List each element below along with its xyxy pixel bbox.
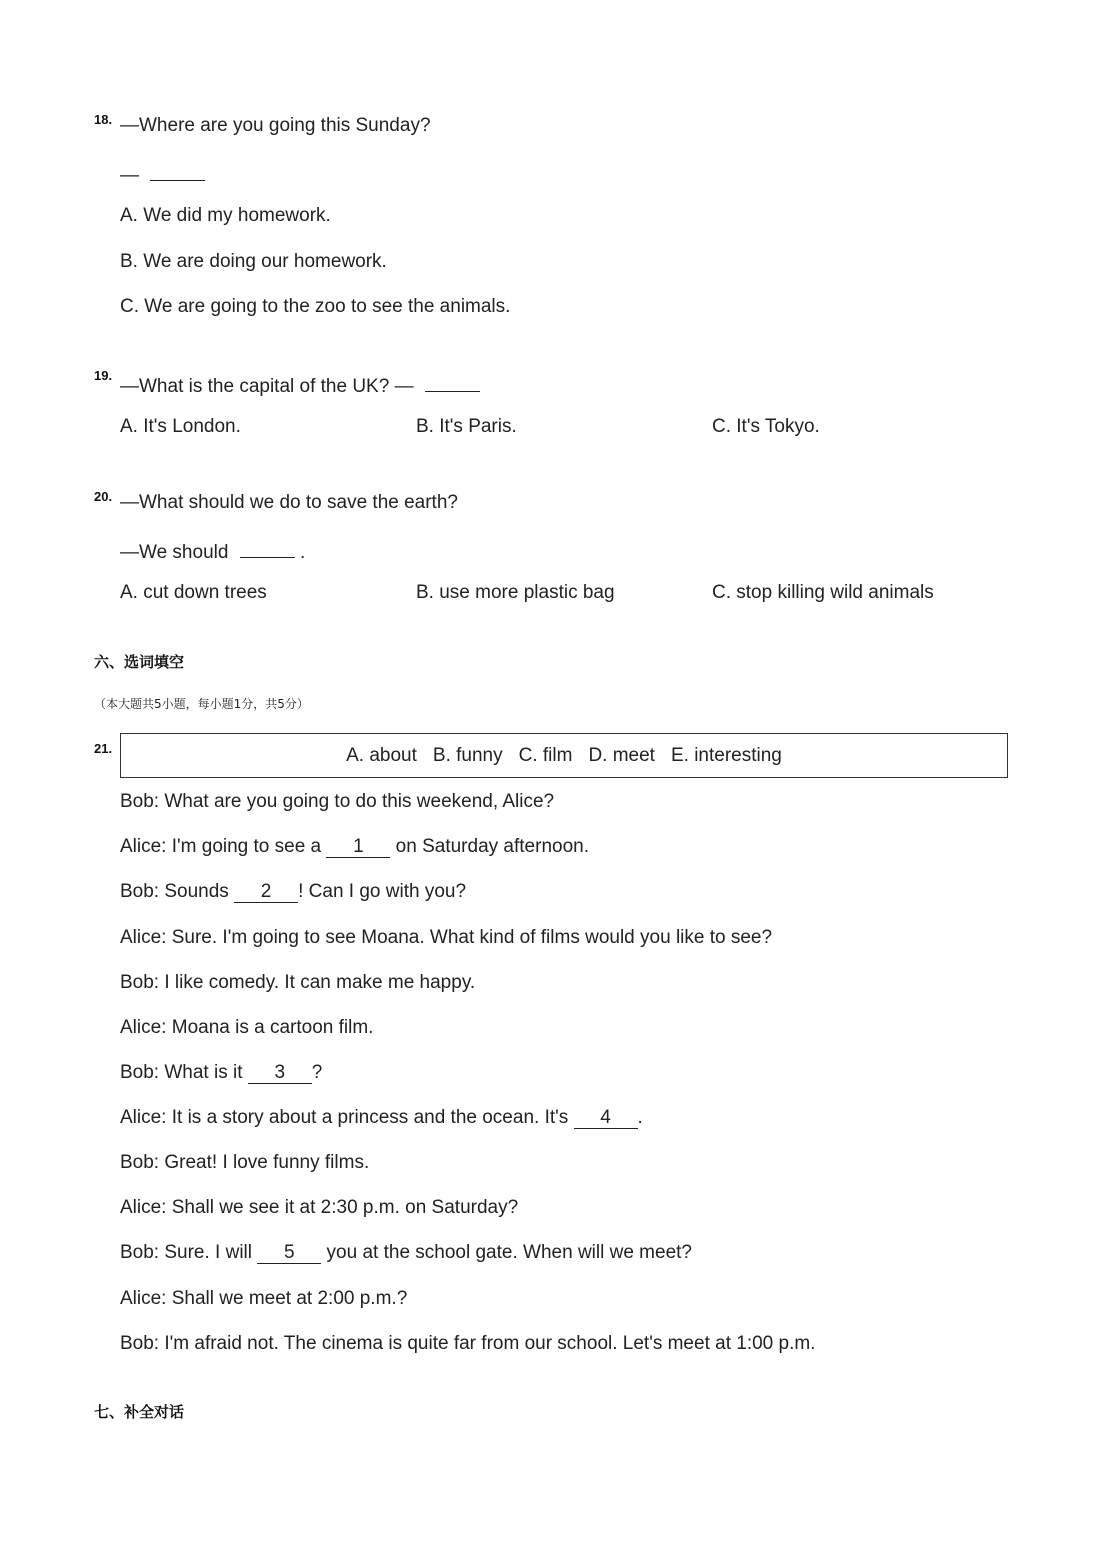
- answer-prefix: —We should: [120, 542, 229, 563]
- section-6-title: 六、选词填空: [94, 653, 185, 671]
- question-number-20: 20.: [94, 489, 113, 504]
- fill-blank-5[interactable]: 5: [257, 1243, 321, 1264]
- question-number-18: 18.: [94, 112, 113, 127]
- dialogue-text: ?: [311, 1062, 323, 1083]
- answer-suffix: .: [300, 542, 306, 563]
- fill-blank-2[interactable]: 2: [234, 882, 298, 903]
- question-19-option-b[interactable]: B. It's Paris.: [416, 416, 517, 437]
- dialogue-text: Alice: It is a story about a princess and the ocean. It's: [120, 1107, 574, 1128]
- question-18-option-b[interactable]: B. We are doing our homework.: [120, 251, 387, 272]
- dialogue-line: [120, 1152, 369, 1174]
- dialogue-line: [120, 836, 589, 858]
- dialogue-text: Alice: I'm going to see a: [120, 836, 327, 857]
- word-option-e: E. interesting: [670, 744, 782, 766]
- dialogue-text: .: [637, 1107, 643, 1128]
- word-bank-box: [120, 733, 1008, 778]
- dialogue-line: [120, 1107, 643, 1129]
- dialogue-text: on Saturday afternoon.: [390, 836, 589, 857]
- question-20-option-b[interactable]: B. use more plastic bag: [416, 582, 615, 603]
- dialogue-line: [120, 791, 554, 813]
- dialogue-line: [120, 1197, 518, 1219]
- fill-blank-1[interactable]: 1: [326, 837, 390, 858]
- dialogue-line: [120, 1288, 407, 1310]
- question-19-option-a[interactable]: A. It's London.: [120, 416, 241, 437]
- question-18-answer-line: [120, 160, 205, 187]
- question-18-text: —Where are you going this Sunday?: [120, 115, 431, 136]
- answer-blank[interactable]: [240, 537, 295, 558]
- question-20-option-a[interactable]: A. cut down trees: [120, 582, 267, 603]
- section-6-note: （本大题共5小题，每小题1分，共5分）: [94, 697, 309, 711]
- dialogue-text: ! Can I go with you?: [298, 881, 467, 902]
- word-option-a: A. about: [346, 744, 417, 766]
- dialogue-line: [120, 927, 772, 949]
- dialogue-line: [120, 1017, 373, 1039]
- question-number-21: 21.: [94, 741, 113, 756]
- fill-blank-4[interactable]: 4: [574, 1108, 638, 1129]
- dialogue-line: [120, 1062, 322, 1084]
- question-20-option-c[interactable]: C. stop killing wild animals: [712, 582, 934, 603]
- question-20-answer-line: [120, 537, 305, 564]
- answer-blank[interactable]: [150, 160, 205, 181]
- dialogue-text: Bob: I'm afraid not. The cinema is quite far from our school. Let's meet at 1:00 p.m.: [120, 1333, 816, 1354]
- question-18-option-a[interactable]: A. We did my homework.: [120, 205, 331, 226]
- dialogue-text: Alice: Shall we meet at 2:00 p.m.?: [120, 1288, 408, 1309]
- dialogue-text: Bob: What are you going to do this weekend, Alice?: [120, 791, 555, 812]
- question-18-option-c[interactable]: C. We are going to the zoo to see the animals.: [120, 296, 511, 317]
- dialogue-text: Bob: Sounds: [120, 881, 235, 902]
- question-19-text: —What is the capital of the UK? —: [120, 376, 414, 397]
- question-19-line: [120, 371, 480, 398]
- dialogue-text: Alice: Sure. I'm going to see Moana. What kind of films would you like to see?: [120, 927, 773, 948]
- question-20-text: —What should we do to save the earth?: [120, 492, 458, 513]
- dialogue-line: [120, 972, 475, 994]
- dialogue-line: [120, 1333, 815, 1355]
- dialogue-text: Bob: Sure. I will: [120, 1242, 258, 1263]
- fill-blank-3[interactable]: 3: [248, 1063, 312, 1084]
- answer-blank[interactable]: [425, 371, 480, 392]
- word-option-c: C. film: [518, 744, 573, 766]
- dialogue-text: Bob: Great! I love funny films.: [120, 1152, 370, 1173]
- word-option-b: B. funny: [432, 744, 503, 766]
- dialogue-line: [120, 881, 466, 903]
- dialogue-text: Alice: Shall we see it at 2:30 p.m. on Saturday?: [120, 1197, 519, 1218]
- question-19-option-c[interactable]: C. It's Tokyo.: [712, 416, 820, 437]
- dialogue-text: Bob: I like comedy. It can make me happy.: [120, 972, 476, 993]
- dialogue-text: Bob: What is it: [120, 1062, 248, 1083]
- question-number-19: 19.: [94, 368, 113, 383]
- section-7-title: 七、补全对话: [94, 1403, 185, 1421]
- dialogue-text: Alice: Moana is a cartoon film.: [120, 1017, 374, 1038]
- dialogue-text: you at the school gate. When will we meet?: [321, 1242, 692, 1263]
- word-option-d: D. meet: [588, 744, 655, 766]
- answer-dash: —: [120, 165, 139, 186]
- dialogue-line: [120, 1242, 692, 1264]
